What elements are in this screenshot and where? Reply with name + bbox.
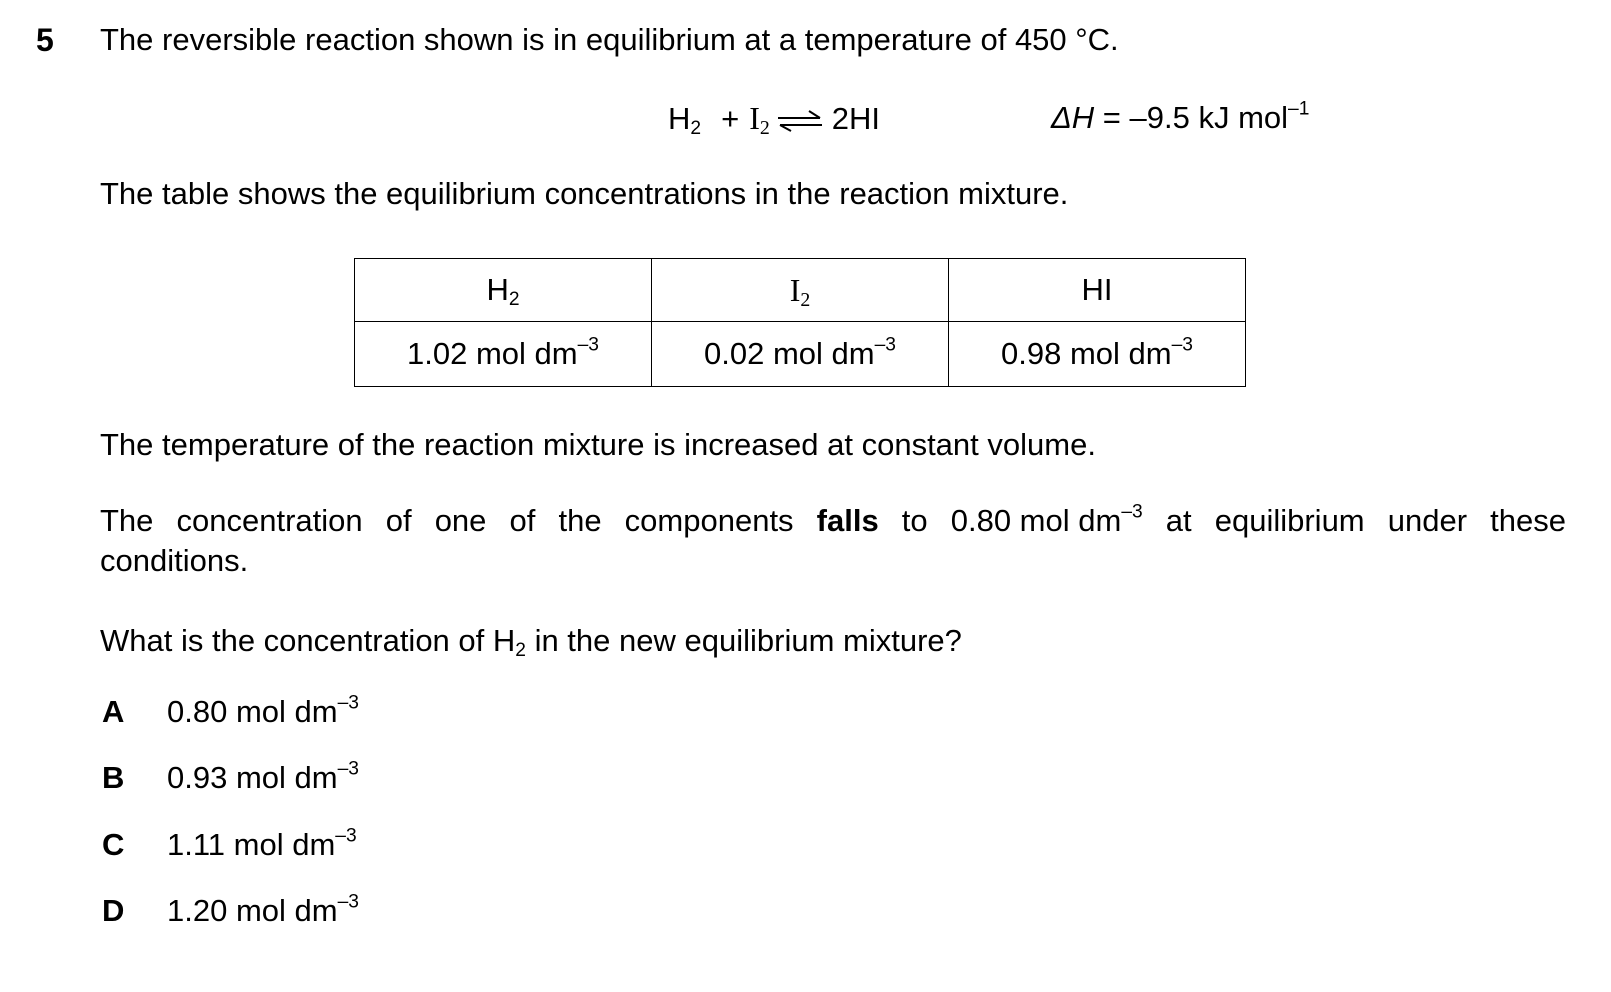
table-header-row xyxy=(355,259,1246,322)
option-b-letter: B xyxy=(102,760,125,795)
statement-concentration-line2: conditions. xyxy=(100,543,249,578)
option-d-letter: D xyxy=(102,893,125,928)
question-number: 5 xyxy=(36,22,54,58)
option-d-value[interactable]: 1.20 mol $dm^{-3}$ xyxy=(167,891,359,928)
option-b-value[interactable]: 0.93 mol $dm^{-3}$ xyxy=(167,758,359,795)
table-value-hi: 0.98 mol $dm^{-3}$ xyxy=(949,322,1246,387)
statement-word: of xyxy=(509,503,536,538)
statement-bold-falls: falls xyxy=(816,503,879,538)
statement-word: to xyxy=(901,503,928,538)
table-header-hi: HI xyxy=(949,259,1246,322)
reaction-equation xyxy=(668,100,880,137)
table-header-i2: $I_2$ xyxy=(652,259,949,322)
table-header-h2: $H_2$ xyxy=(355,259,652,322)
statement-temperature: The temperature of the reaction mixture is increased at constant volume. xyxy=(100,427,1096,462)
enthalpy-change: ΔH = –9.5 kJ mol$^{-1}$ xyxy=(1051,98,1310,135)
table-value-i2: 0.02 mol $dm^{-3}$ xyxy=(652,322,949,387)
statement-word: at xyxy=(1165,503,1192,538)
table-value-row xyxy=(355,322,1246,387)
statement-word: of xyxy=(385,503,412,538)
statement-word: concentration xyxy=(176,503,363,538)
option-a-letter: A xyxy=(102,694,125,729)
table-value-h2: 1.02 mol $dm^{-3}$ xyxy=(355,322,652,387)
equation-reactant-i2: $I_2$ xyxy=(749,100,770,139)
table-intro: The table shows the equilibrium concentrations in the reaction mixture. xyxy=(100,176,1069,211)
statement-word: one xyxy=(434,503,487,538)
question-prompt: What is the concentration of $H_2$ in the new equilibrium mixture? xyxy=(100,623,962,661)
statement-word: under xyxy=(1387,503,1468,538)
statement-word: equilibrium xyxy=(1214,503,1365,538)
equilibrium-arrow-icon xyxy=(776,110,824,132)
question-intro: The reversible reaction shown is in equilibrium at a temperature of 450 °C. xyxy=(100,22,1119,57)
statement-word: The xyxy=(100,503,154,538)
statement-word: components xyxy=(624,503,794,538)
statement-value: 0.80 mol $dm^{-3}$ xyxy=(950,501,1143,538)
statement-word: the xyxy=(558,503,602,538)
equation-product-hi: 2HI xyxy=(831,101,881,136)
option-c-letter: C xyxy=(102,827,125,862)
option-a-value[interactable]: 0.80 mol $dm^{-3}$ xyxy=(167,692,359,729)
statement-concentration-line1 xyxy=(100,503,1566,539)
option-c-value[interactable]: 1.11 mol $dm^{-3}$ xyxy=(167,825,357,862)
concentration-table xyxy=(354,258,1246,387)
equation-plus: + xyxy=(721,101,740,136)
equation-reactant-h2: $H_2$ xyxy=(668,101,702,139)
statement-word: these xyxy=(1490,503,1566,538)
